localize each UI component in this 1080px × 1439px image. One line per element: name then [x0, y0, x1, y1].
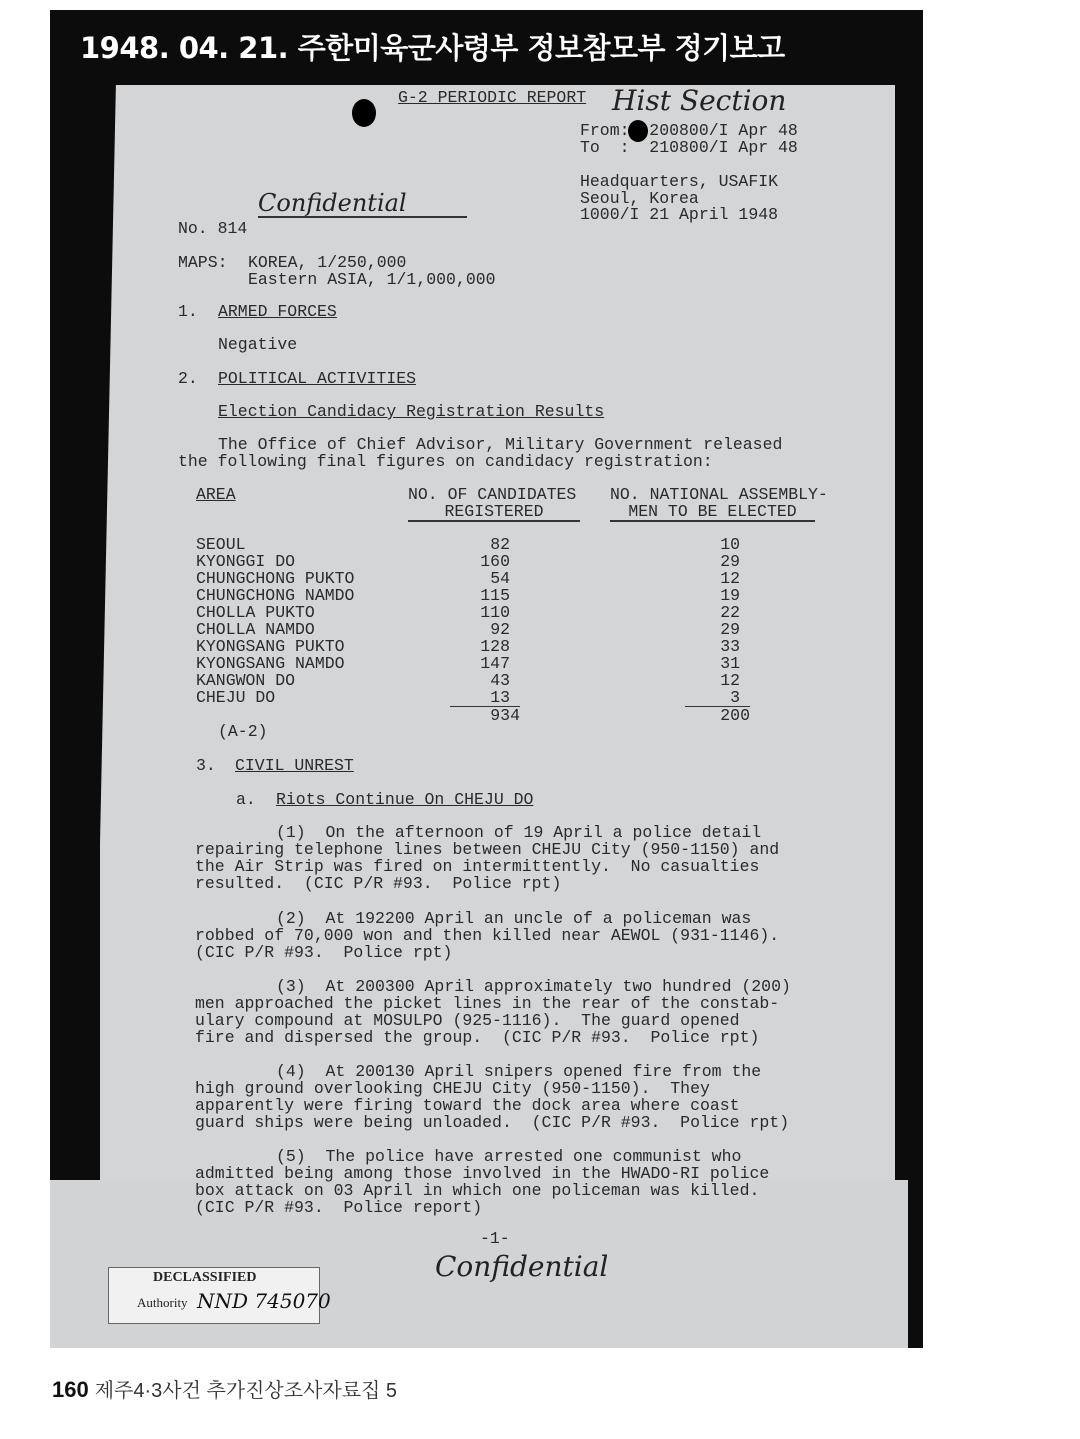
signature-confidential: Confidential [435, 1250, 609, 1283]
evaluation: (A-2) [218, 722, 268, 741]
table-cell-area: KYONGSANG PUKTO [196, 637, 345, 656]
maps-line: Eastern ASIA, 1/1,000,000 [248, 270, 496, 289]
table-cell-candidates: 110 [480, 603, 510, 622]
report-title: G-2 PERIODIC REPORT [398, 88, 587, 107]
page-marker: -1- [480, 1229, 510, 1248]
table-cell-candidates: 13 [490, 688, 510, 707]
paragraph-line: the Air Strip was fired on intermittently. No casualties [195, 857, 760, 876]
paragraph-line: resulted. (CIC P/R #93. Police rpt) [195, 874, 562, 893]
table-cell-candidates: 115 [480, 586, 510, 605]
table-cell-candidates: 92 [490, 620, 510, 639]
hq-line: 1000/I 21 April 1948 [580, 205, 779, 224]
declassified-stamp [108, 1267, 331, 1324]
page-number: 160 [52, 1377, 89, 1402]
table-cell-candidates: 128 [480, 637, 510, 656]
stamp-authority-label: Authority [137, 1295, 188, 1310]
table-cell-assembly: 22 [720, 603, 740, 622]
page-footer [52, 1374, 397, 1403]
paragraph-line: robbed of 70,000 won and then killed near AEWOL (931-1146). [195, 926, 780, 945]
paragraph-line: The Office of Chief Advisor, Military Government released [218, 435, 783, 454]
section-body: Negative [218, 335, 298, 354]
table-cell-assembly: 10 [720, 535, 740, 554]
section-number: 1. [178, 302, 198, 321]
table-cell-assembly: 33 [720, 637, 740, 656]
subsection-title: Election Candidacy Registration Results [218, 402, 605, 421]
paragraph-line: (2) At 192200 April an uncle of a policeman was [276, 909, 752, 928]
stamp-authority-value: NND 745070 [197, 1289, 331, 1313]
page-title: 1948. 04. 21. 주한미육군사령부 정보참모부 정기보고 [80, 31, 785, 65]
table-cell-assembly: 12 [720, 569, 740, 588]
table-cell-candidates: 82 [490, 535, 510, 554]
total-candidates: 934 [450, 706, 520, 724]
table-header-candidates: NO. OF CANDIDATES [408, 485, 577, 504]
subsection-number: a. [236, 790, 256, 809]
section-number: 2. [178, 369, 198, 388]
paragraph-line: apparently were firing toward the dock area where coast [195, 1096, 740, 1115]
paragraph-line: the following final figures on candidacy registration: [178, 452, 713, 471]
paragraph-line: high ground overlooking CHEJU City (950-1150). They [195, 1079, 710, 1098]
punch-hole [352, 99, 376, 127]
table-header-assembly: NO. NATIONAL ASSEMBLY- [610, 485, 828, 504]
paragraph-line: (CIC P/R #93. Police report) [195, 1198, 483, 1217]
subsection-title: Riots Continue On CHEJU DO [276, 790, 534, 809]
paragraph-line: men approached the picket lines in the rear of the constab- [195, 994, 780, 1013]
table-cell-area: CHUNGCHONG NAMDO [196, 586, 355, 605]
stamp-title: DECLASSIFIED [153, 1270, 257, 1285]
table-header-area: AREA [196, 485, 236, 504]
section-title: POLITICAL ACTIVITIES [218, 369, 417, 388]
paragraph-line: ulary compound at MOSULPO (925-1116). The guard opened [195, 1011, 740, 1030]
section-number: 3. [196, 756, 216, 775]
table-cell-assembly: 29 [720, 552, 740, 571]
table-cell-candidates: 147 [480, 654, 510, 673]
paragraph-line: (CIC P/R #93. Police rpt) [195, 943, 453, 962]
paragraph-line: fire and dispersed the group. (CIC P/R #93. Police rpt) [195, 1028, 760, 1047]
table-cell-assembly: 29 [720, 620, 740, 639]
maps-line: KOREA, 1/250,000 [248, 253, 407, 272]
table-cell-area: CHOLLA PUKTO [196, 603, 315, 622]
hq-line: Headquarters, USAFIK [580, 172, 779, 191]
table-cell-area: SEOUL [196, 535, 246, 554]
table-cell-area: KYONGGI DO [196, 552, 296, 571]
section-title: CIVIL UNREST [235, 756, 354, 775]
section-title: ARMED FORCES [218, 302, 337, 321]
hq-line: Seoul, Korea [580, 189, 699, 208]
period-from: From: 200800/I Apr 48 [580, 121, 798, 140]
report-number: No. 814 [178, 219, 248, 238]
paragraph-line: guard ships were being unloaded. (CIC P/R #93. Police rpt) [195, 1113, 790, 1132]
table-cell-area: KYONGSANG NAMDO [196, 654, 345, 673]
table-cell-assembly: 31 [720, 654, 740, 673]
table-cell-area: CHOLLA NAMDO [196, 620, 315, 639]
paragraph-line: repairing telephone lines between CHEJU City (950-1150) and [195, 840, 780, 859]
table-header-assembly: MEN TO BE ELECTED [610, 503, 815, 522]
paragraph-line: (3) At 200300 April approximately two hundred (200) [276, 977, 791, 996]
table-cell-assembly: 3 [730, 688, 740, 707]
handwritten-confidential: Confidential [258, 190, 467, 218]
table-cell-assembly: 12 [720, 671, 740, 690]
total-assembly: 200 [685, 706, 750, 724]
table-cell-candidates: 160 [480, 552, 510, 571]
table-cell-area: CHUNGCHONG PUKTO [196, 569, 355, 588]
table-cell-candidates: 54 [490, 569, 510, 588]
paragraph-line: admitted being among those involved in the HWADO-RI police [195, 1164, 770, 1183]
paragraph-line: (1) On the afternoon of 19 April a police detail [276, 823, 762, 842]
period-to: To : 210800/I Apr 48 [580, 138, 798, 157]
table-cell-assembly: 19 [720, 586, 740, 605]
table-cell-area: KANGWON DO [196, 671, 296, 690]
paragraph-line: box attack on 03 April in which one policeman was killed. [195, 1181, 760, 1200]
paragraph-line: (4) At 200130 April snipers opened fire from the [276, 1062, 762, 1081]
maps-label: MAPS: [178, 253, 228, 272]
table-header-candidates: REGISTERED [408, 503, 580, 522]
table-cell-candidates: 43 [490, 671, 510, 690]
table-cell-area: CHEJU DO [196, 688, 276, 707]
paragraph-line: (5) The police have arrested one communist who [276, 1147, 742, 1166]
book-title: 제주4·3사건 추가진상조사자료집 5 [94, 1380, 398, 1402]
handwritten-section: Hist Section [612, 84, 787, 117]
